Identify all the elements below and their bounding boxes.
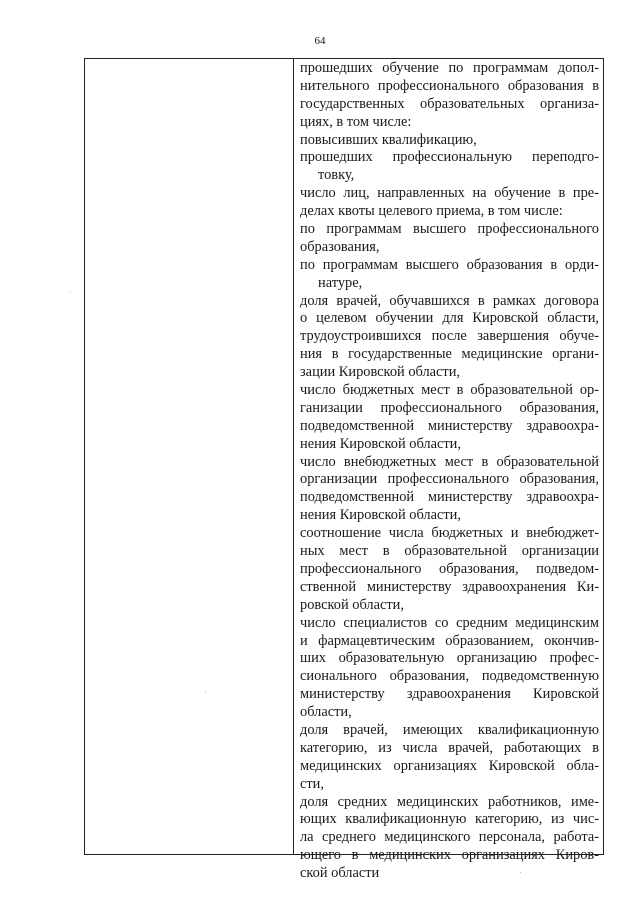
- text-line: зации Кировской области,: [300, 364, 461, 381]
- text-line: циях, в том числе:: [300, 113, 412, 130]
- text-line: ющего в медицинских организациях Киров-: [300, 847, 599, 864]
- text-line: сионального образования, подведомственную: [300, 668, 599, 685]
- text-line: доля средних медицинских работников, име-: [300, 793, 599, 810]
- text-line: товку,: [318, 167, 355, 184]
- text-line: делах квоты целевого приема, в том числе:: [300, 203, 563, 220]
- text-line: сти,: [300, 775, 324, 792]
- text-line: профессионального образования, подведом-: [300, 560, 599, 577]
- text-line: категорию, из числа врачей, работающих в: [300, 739, 599, 756]
- text-line: о целевом обучении для Кировской области,: [300, 310, 599, 327]
- text-line: нения Кировской области,: [300, 435, 461, 452]
- text-line: государственных образовательных организа-: [300, 95, 599, 112]
- page-number: 64: [314, 35, 326, 47]
- text-line: число бюджетных мест в образовательной ор-: [300, 382, 599, 399]
- text-line: министерству здравоохранения Кировской: [300, 686, 599, 703]
- text-line: число специалистов со средним медицинским: [300, 614, 599, 631]
- text-line: доля врачей, имеющих квалификационную: [300, 721, 599, 738]
- text-line: области,: [300, 704, 352, 721]
- text-line: ской области: [300, 865, 380, 882]
- text-line: по программам высшего образования в орди-: [300, 256, 599, 273]
- text-line: ных мест в образовательной организации: [300, 543, 599, 560]
- text-line: нения Кировской области,: [300, 507, 461, 524]
- text-line: подведомственной министерству здравоохра-: [300, 417, 599, 434]
- text-line: по программам высшего профессионального: [300, 221, 599, 238]
- text-line: число лиц, направленных на обучение в пре-: [300, 185, 599, 202]
- text-line: соотношение числа бюджетных и внебюджет-: [300, 525, 599, 542]
- text-line: организации профессионального образования,: [300, 471, 599, 488]
- text-line: медицинских организациях Кировской обла-: [300, 757, 599, 774]
- text-line: ющих квалификационную категорию, из чис-: [300, 811, 599, 828]
- text-line: образования,: [300, 238, 380, 255]
- text-line: ния в государственные медицинские органи-: [300, 346, 599, 363]
- scan-speck: [520, 872, 521, 873]
- text-line: прошедших обучение по программам допол-: [300, 60, 599, 76]
- text-line: доля врачей, обучавшихся в рамках договора: [300, 292, 599, 309]
- text-line: ганизации профессионального образования,: [300, 399, 599, 416]
- column-divider: [293, 59, 294, 854]
- text-line: число внебюджетных мест в образовательной: [300, 453, 599, 470]
- right-cell-text: [300, 60, 599, 883]
- text-line: повысивших квалификацию,: [300, 131, 477, 148]
- document-table: [84, 58, 604, 882]
- text-line: ла среднего медицинского персонала, работа-: [300, 829, 599, 846]
- text-line: трудоустроившихся после завершения обуче-: [300, 328, 599, 345]
- text-line: подведомственной министерству здравоохра-: [300, 489, 599, 506]
- scan-speck: [70, 292, 71, 293]
- text-line: натуре,: [318, 274, 363, 291]
- text-line: прошедших профессиональную переподго-: [300, 149, 599, 166]
- scan-speck: [205, 692, 206, 693]
- text-line: нительного профессионального образования в: [300, 77, 599, 94]
- text-line: ших образовательную организацию профес-: [300, 650, 599, 667]
- text-line: ственной министерству здравоохранения Ки-: [300, 578, 599, 595]
- text-line: и фармацевтическим образованием, окончив-: [300, 632, 599, 649]
- text-line: ровской области,: [300, 596, 404, 613]
